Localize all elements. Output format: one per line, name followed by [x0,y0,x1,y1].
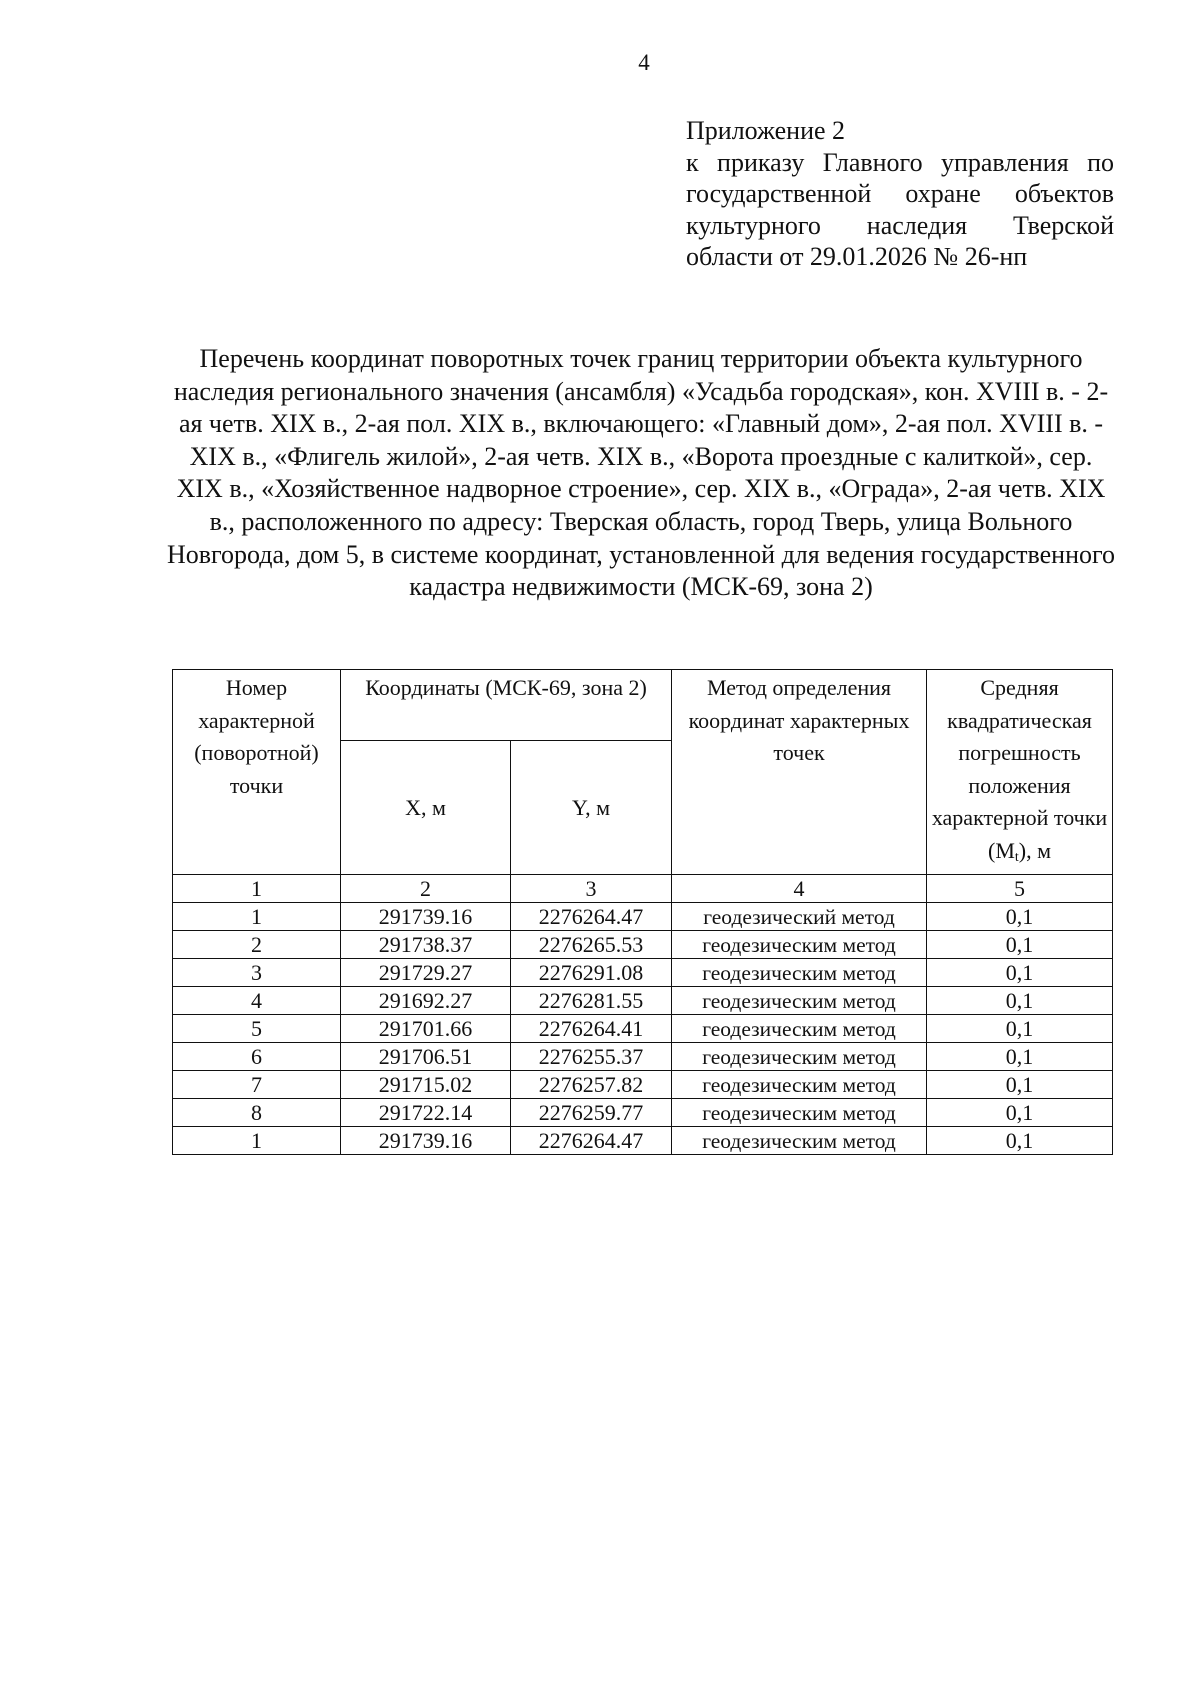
header-error-tail: ), м [1018,837,1052,863]
header-y: Y, м [511,740,672,874]
y-coordinate-cell: 2276264.47 [511,903,672,931]
y-coordinate-cell: 2276281.55 [511,987,672,1015]
x-coordinate-cell: 291739.16 [341,1127,511,1155]
point-number-cell: 3 [173,959,341,987]
error-cell: 0,1 [927,931,1113,959]
x-coordinate-cell: 291706.51 [341,1043,511,1071]
point-number-cell: 5 [173,1015,341,1043]
error-cell: 0,1 [927,1071,1113,1099]
header-method: Метод определения координат характерных точек [672,670,927,875]
table-row [173,1127,1113,1155]
y-coordinate-cell: 2276264.41 [511,1015,672,1043]
y-coordinate-cell: 2276264.47 [511,1127,672,1155]
document-title: Перечень координат поворотных точек границ территории объекта культурного наследия регионального значения (ансамбля) «Усадьба городская», кон. XVIII в. - 2-ая четв. XIX в., 2-ая пол. XIX в., включающего: «Главный дом», 2-ая пол. XVIII в. - XIX в., «Флигель жилой», 2-ая четв. XIX в., «Ворота проездные с калиткой», сер. XIX в., «Хозяйственное надворное строение», сер. XIX в., «Ограда», 2-ая четв. XIX в., расположенного по адресу: Тверская область, город Тверь, улица Вольного Новгорода, дом 5, в системе координат, установленной для ведения государственного кадастра недвижимости (МСК-69, зона 2) [166,344,1116,602]
x-coordinate-cell: 291729.27 [341,959,511,987]
y-coordinate-cell: 2276257.82 [511,1071,672,1099]
header-point-number: Номер характерной (поворотной) точки [173,670,341,875]
table-row [173,1071,1113,1099]
coordinates-table [172,669,1113,1155]
method-cell: геодезическим метод [672,1071,927,1099]
point-number-cell: 8 [173,1099,341,1127]
table-row [173,1099,1113,1127]
point-number-cell: 1 [173,1127,341,1155]
error-cell: 0,1 [927,1015,1113,1043]
x-coordinate-cell: 291715.02 [341,1071,511,1099]
header-error-main: Средняя квадратическая погрешность положения характерной точки (M [931,675,1108,863]
appendix-text: к приказу Главного управления по государственной охране объектов культурного наследия Тверской области от 29.01.2026 № 26-нп [686,147,1114,271]
error-cell: 0,1 [927,1127,1113,1155]
error-cell: 0,1 [927,1099,1113,1127]
table-row [173,1043,1113,1071]
point-number-cell: 1 [173,903,341,931]
column-number: 1 [173,875,341,903]
x-coordinate-cell: 291738.37 [341,931,511,959]
error-cell: 0,1 [927,987,1113,1015]
appendix-block [686,115,1114,273]
column-number: 5 [927,875,1113,903]
point-number-cell: 4 [173,987,341,1015]
method-cell: геодезическим метод [672,1043,927,1071]
error-cell: 0,1 [927,959,1113,987]
table-row [173,903,1113,931]
header-x: X, м [341,740,511,874]
method-cell: геодезическим метод [672,1099,927,1127]
header-error-sub: t [1014,849,1019,865]
error-cell: 0,1 [927,1043,1113,1071]
x-coordinate-cell: 291739.16 [341,903,511,931]
x-coordinate-cell: 291722.14 [341,1099,511,1127]
y-coordinate-cell: 2276255.37 [511,1043,672,1071]
column-numbers-row [173,875,1113,903]
method-cell: геодезический метод [672,903,927,931]
point-number-cell: 2 [173,931,341,959]
point-number-cell: 6 [173,1043,341,1071]
y-coordinate-cell: 2276291.08 [511,959,672,987]
point-number-cell: 7 [173,1071,341,1099]
table-row [173,1015,1113,1043]
y-coordinate-cell: 2276259.77 [511,1099,672,1127]
method-cell: геодезическим метод [672,987,927,1015]
appendix-title: Приложение 2 [686,116,846,145]
column-number: 3 [511,875,672,903]
method-cell: геодезическим метод [672,1015,927,1043]
table-row [173,959,1113,987]
header-error [927,670,1113,875]
column-number: 4 [672,875,927,903]
page-number: 4 [638,50,650,75]
header-coordinates: Координаты (МСК-69, зона 2) [341,670,672,741]
method-cell: геодезическим метод [672,931,927,959]
error-cell: 0,1 [927,903,1113,931]
x-coordinate-cell: 291701.66 [341,1015,511,1043]
method-cell: геодезическим метод [672,959,927,987]
method-cell: геодезическим метод [672,1127,927,1155]
table-row [173,987,1113,1015]
column-number: 2 [341,875,511,903]
x-coordinate-cell: 291692.27 [341,987,511,1015]
y-coordinate-cell: 2276265.53 [511,931,672,959]
table-row [173,931,1113,959]
